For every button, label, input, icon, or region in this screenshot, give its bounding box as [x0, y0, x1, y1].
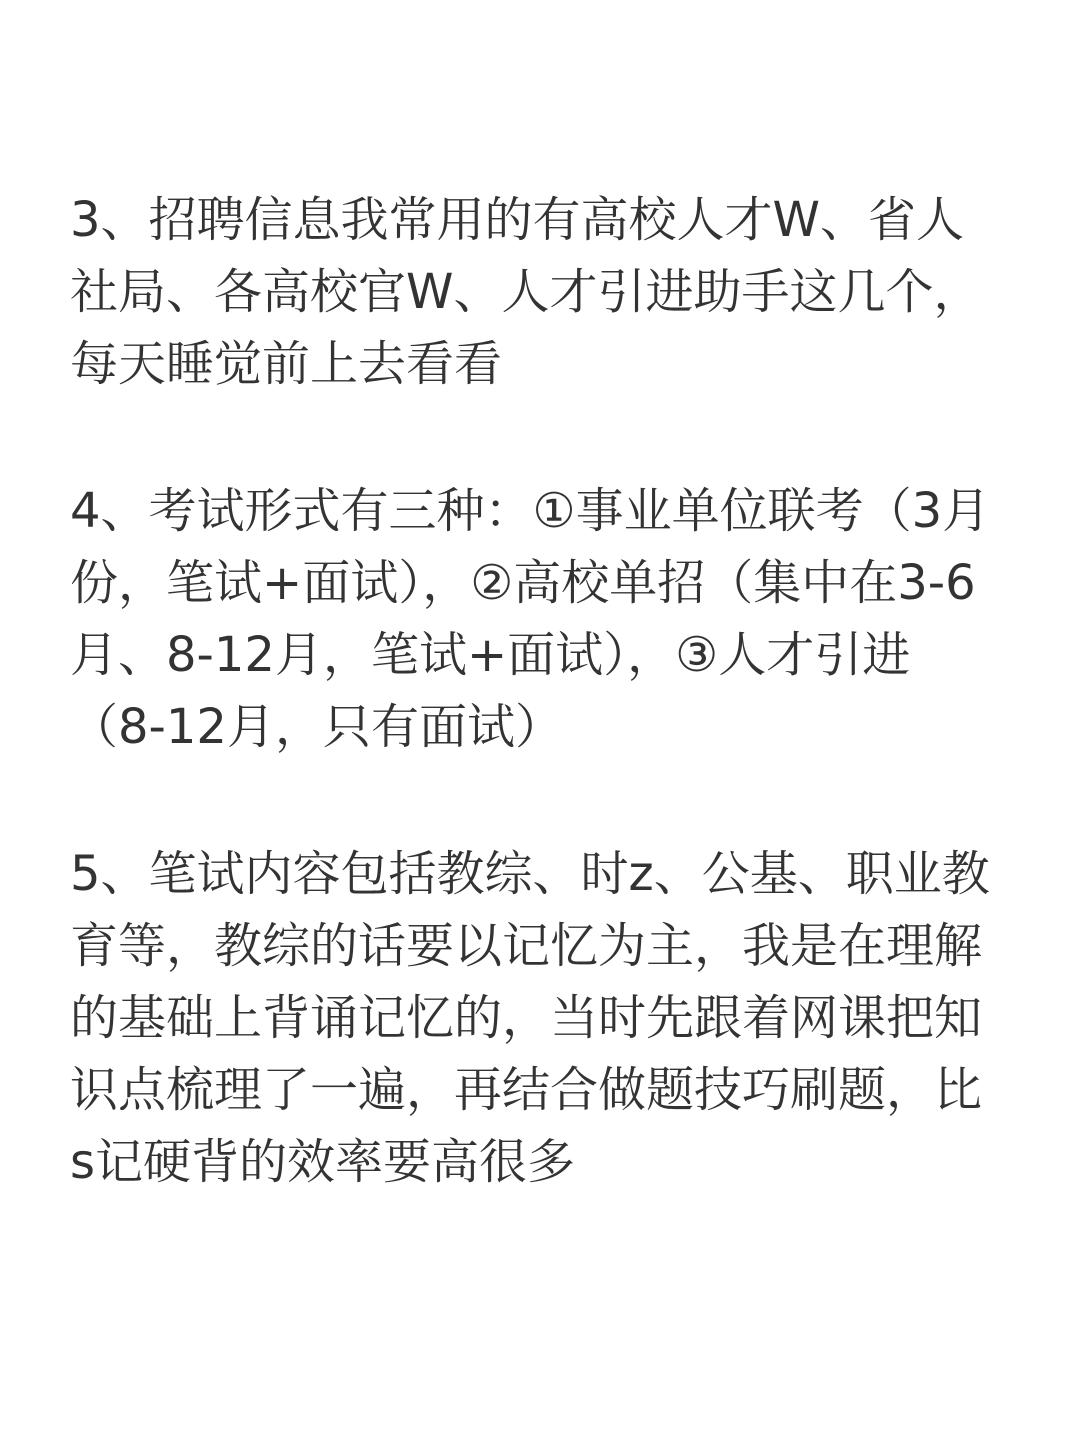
text-line: 育等，教综的话要以记忆为主，我是在理解 [70, 918, 983, 974]
text-line: 4、考试形式有三种：①事业单位联考（3月 [70, 483, 991, 539]
text-line: 月、8-12月，笔试+面试），③人才引进 [70, 627, 911, 683]
text-line: 的基础上背诵记忆的，当时先跟着网课把知 [70, 990, 983, 1046]
text-line: 每天睡觉前上去看看 [70, 336, 503, 392]
text-line: 份，笔试+面试），②高校单招（集中在3-6 [70, 555, 976, 611]
text-line: s记硬背的效率要高很多 [70, 1134, 576, 1190]
text-line: 3、招聘信息我常用的有高校人才W、省人 [70, 192, 965, 248]
text-line: 5、笔试内容包括教综、时z、公基、职业教 [70, 846, 990, 902]
text-line: 社局、各高校官W、人才引进助手这几个， [70, 264, 982, 320]
text-line: （8-12月，只有面试） [70, 699, 563, 755]
text-line: 识点梳理了一遍，再结合做题技巧刷题，比 [70, 1062, 983, 1118]
